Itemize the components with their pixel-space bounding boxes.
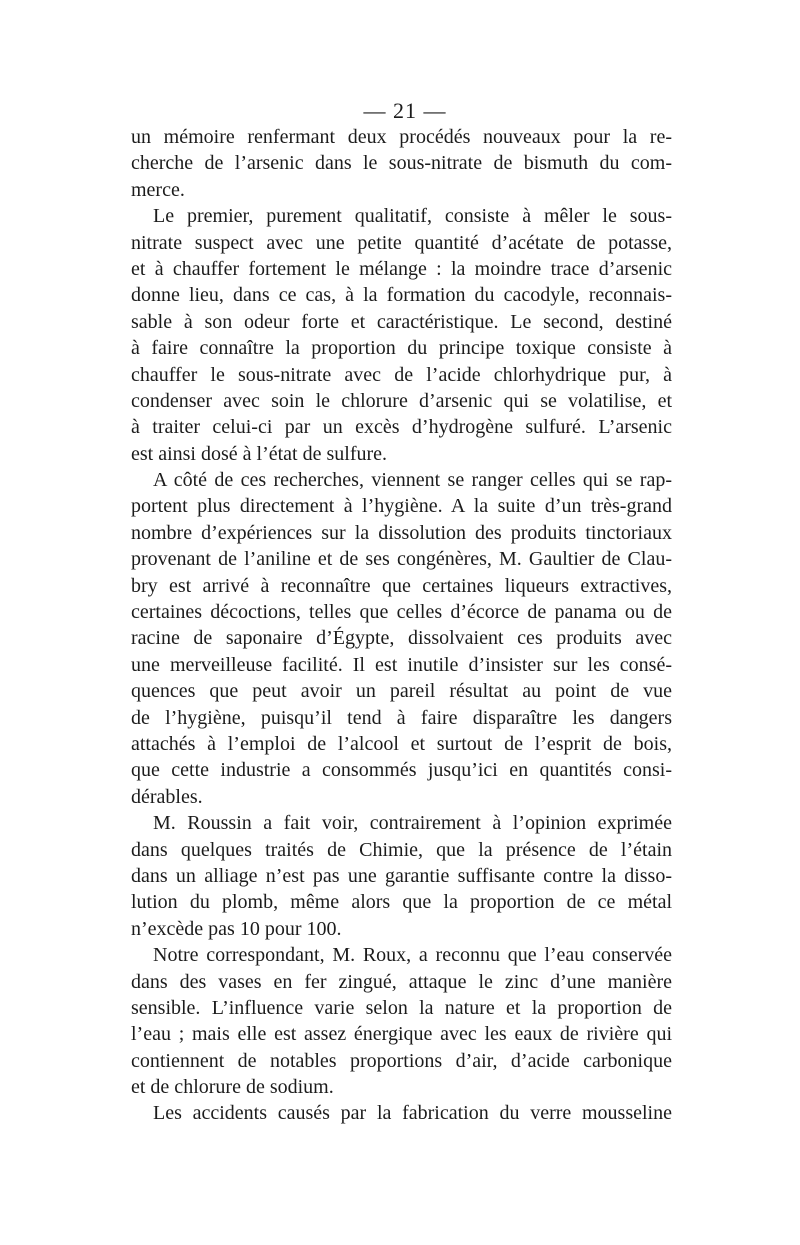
text-line: Les accidents causés par la fabrication du verre mousseline — [153, 1102, 672, 1125]
text-line: bry est arrivé à reconnaître que certaines liqueurs extractives, — [131, 574, 672, 597]
text-line: quences que peut avoir un pareil résultat au point de vue — [131, 680, 672, 703]
text-line: n’excède pas 10 pour 100. — [131, 917, 342, 940]
text-line: et à chauffer fortement le mélange : la moindre trace d’arsenic — [131, 257, 672, 280]
text-line: que cette industrie a consommés jusqu’ici en quantités consi- — [131, 759, 672, 782]
text-line: chauffer le sous-nitrate avec de l’acide chlorhydrique pur, à — [131, 363, 672, 386]
page-number: — 21 — — [363, 98, 447, 123]
text-line: merce. — [131, 178, 185, 201]
text-line: A côté de ces recherches, viennent se ranger celles qui se rap- — [153, 469, 672, 492]
body-text — [131, 124, 672, 1127]
text-line: un mémoire renfermant deux procédés nouveaux pour la re- — [131, 126, 672, 148]
text-line: provenant de l’aniline et de ses congénères, M. Gaultier de Clau- — [131, 548, 672, 571]
text-line: condenser avec soin le chlorure d’arsenic qui se volatilise, et — [131, 389, 672, 412]
text-line: donne lieu, dans ce cas, à la formation du cacodyle, reconnais- — [131, 284, 672, 307]
text-line: dans un alliage n’est pas une garantie suffisante contre la disso- — [131, 864, 672, 887]
text-line: et de chlorure de sodium. — [131, 1076, 334, 1099]
text-line: contiennent de notables proportions d’air, d’acide carbonique — [131, 1049, 672, 1072]
text-line: attachés à l’emploi de l’alcool et surtout de l’esprit de bois, — [131, 732, 672, 755]
text-line: dans des vases en fer zingué, attaque le zinc d’une manière — [131, 970, 672, 993]
text-line: cherche de l’arsenic dans le sous-nitrate de bismuth du com- — [131, 152, 672, 175]
text-line: l’eau ; mais elle est assez énergique avec les eaux de rivière qui — [131, 1023, 672, 1046]
text-line: sable à son odeur forte et caractéristique. Le second, destiné — [131, 310, 672, 333]
text-line: Le premier, purement qualitatif, consiste à mêler le sous- — [153, 205, 672, 228]
text-line: nitrate suspect avec une petite quantité d’acétate de potasse, — [131, 231, 672, 254]
text-line: M. Roussin a fait voir, contrairement à l’opinion exprimée — [153, 812, 672, 835]
text-line: Notre correspondant, M. Roux, a reconnu que l’eau conservée — [153, 944, 672, 967]
text-line: une merveilleuse facilité. Il est inutile d’insister sur les consé- — [131, 653, 672, 676]
text-line: dans quelques traités de Chimie, que la présence de l’étain — [131, 838, 672, 861]
text-line: à traiter celui-ci par un excès d’hydrogène sulfuré. L’arsenic — [131, 416, 672, 439]
text-line: est ainsi dosé à l’état de sulfure. — [131, 442, 388, 465]
text-line: nombre d’expériences sur la dissolution des produits tinctoriaux — [131, 521, 672, 544]
text-line: lution du plomb, même alors que la proportion de ce métal — [131, 891, 672, 914]
text-line: sensible. L’influence varie selon la nature et la proportion de — [131, 996, 672, 1019]
text-line: de l’hygiène, puisqu’il tend à faire disparaître les dangers — [131, 706, 672, 729]
text-line: portent plus directement à l’hygiène. A la suite d’un très-grand — [131, 495, 672, 518]
text-line: à faire connaître la proportion du principe toxique consiste à — [131, 337, 672, 360]
text-line: dérables. — [131, 785, 203, 808]
text-line: racine de saponaire d’Égypte, dissolvaient ces produits avec — [131, 627, 672, 650]
text-line: certaines décoctions, telles que celles d’écorce de panama ou de — [131, 601, 672, 624]
